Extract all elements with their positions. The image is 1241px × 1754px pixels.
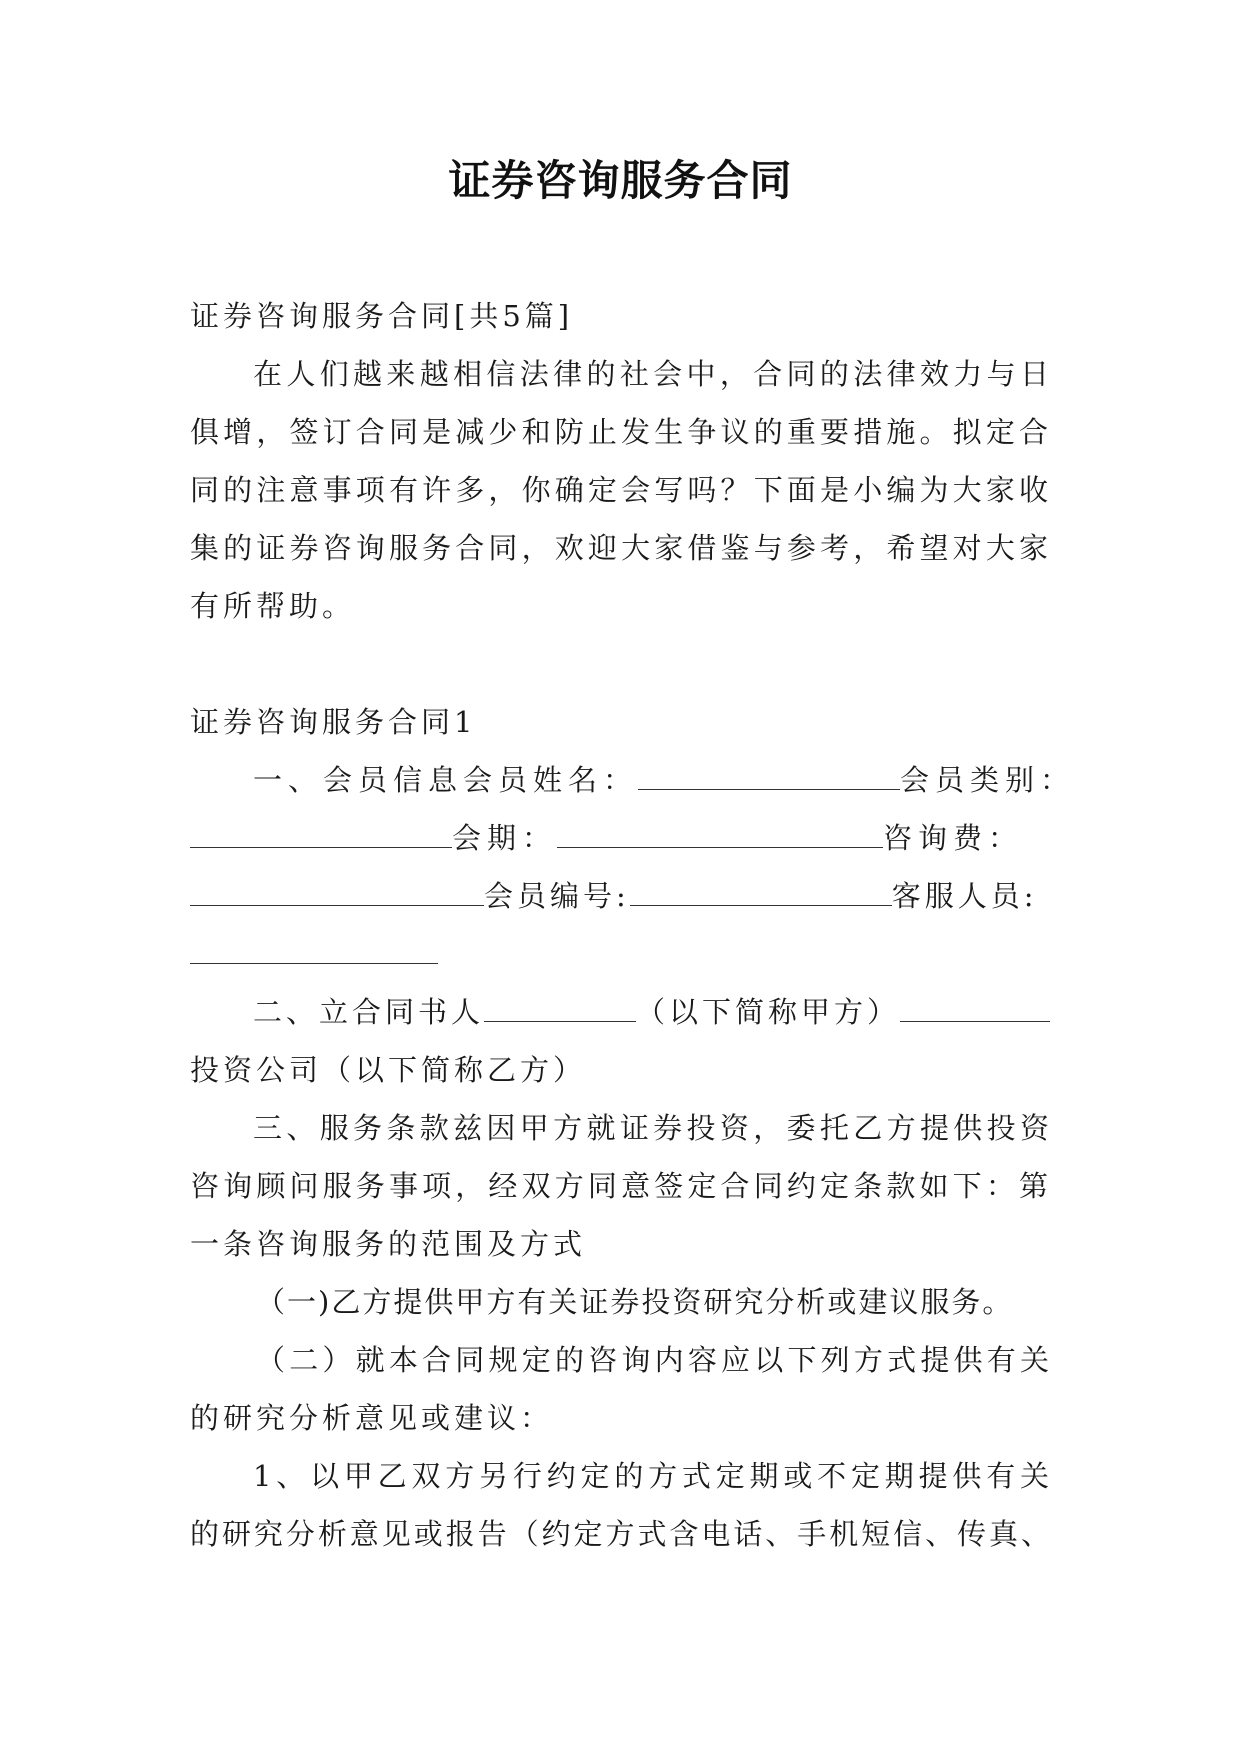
service-terms-line-2: 咨询顾问服务事项，经双方同意签定合同约定条款如下：第 [190,1169,1052,1203]
item-2-1-line-1: 1、以甲乙双方另行约定的方式定期或不定期提供有关 [253,1459,1053,1493]
intro-line-2: 俱增，签订合同是减少和防止发生争议的重要措施。拟定合 [190,415,1052,449]
member-type-blank [190,821,452,848]
party-line-1 [253,992,1113,1032]
intro-line-4: 集的证券咨询服务合同，欢迎大家借鉴与参考，希望对大家 [190,531,1052,565]
member-no-blank [630,879,892,906]
service-terms-line-1: 三、服务条款兹因甲方就证券投资，委托乙方提供投资 [253,1111,1053,1145]
section-heading: 证券咨询服务合同1 [190,705,477,739]
document-title: 证券咨询服务合同 [448,156,793,205]
party-b-blank [900,995,1050,1022]
member-name-blank [638,763,900,790]
party-line-2: 投资公司（以下简称乙方） [190,1053,587,1087]
member-info-line-2 [190,818,1050,858]
fee-label: 咨询费： [883,821,1024,855]
term-label: 会期： [452,821,558,855]
member-info-line-1 [253,760,1076,800]
item-1: （一)乙方提供甲方有关证券投资研究分析或建议服务。 [256,1285,1014,1319]
service-terms-line-3: 一条咨询服务的范围及方式 [190,1227,587,1261]
member-info-line-4 [190,934,1050,974]
party-a-blank [484,995,636,1022]
member-info-line-3 [190,876,1050,916]
item-2-line-1: （二）就本合同规定的咨询内容应以下列方式提供有关 [256,1343,1053,1377]
member-no-label: 会员编号: [484,879,630,913]
service-staff-label: 客服人员: [891,879,1038,913]
item-2-1-line-2: 的研究分析意见或报告（约定方式含电话、手机短信、传真、 [190,1517,1052,1551]
intro-line-1: 在人们越来越相信法律的社会中，合同的法律效力与日 [253,357,1053,391]
term-blank [557,821,883,848]
intro-line-3: 同的注意事项有许多，你确定会写吗？下面是小编为大家收 [190,473,1052,507]
service-staff-blank [190,937,438,964]
fee-blank [190,879,484,906]
member-type-label: 会员类别： [900,763,1076,797]
party-prefix: 二、立合同书人 [253,995,485,1029]
item-2-line-2: 的研究分析意见或建议： [190,1401,554,1435]
party-a-label: （以下简称甲方） [636,995,901,1029]
intro-line-5: 有所帮助。 [190,589,356,623]
document-subtitle: 证券咨询服务合同[共5篇] [190,299,574,333]
member-info-prefix: 一、会员信息会员姓名： [253,763,639,797]
